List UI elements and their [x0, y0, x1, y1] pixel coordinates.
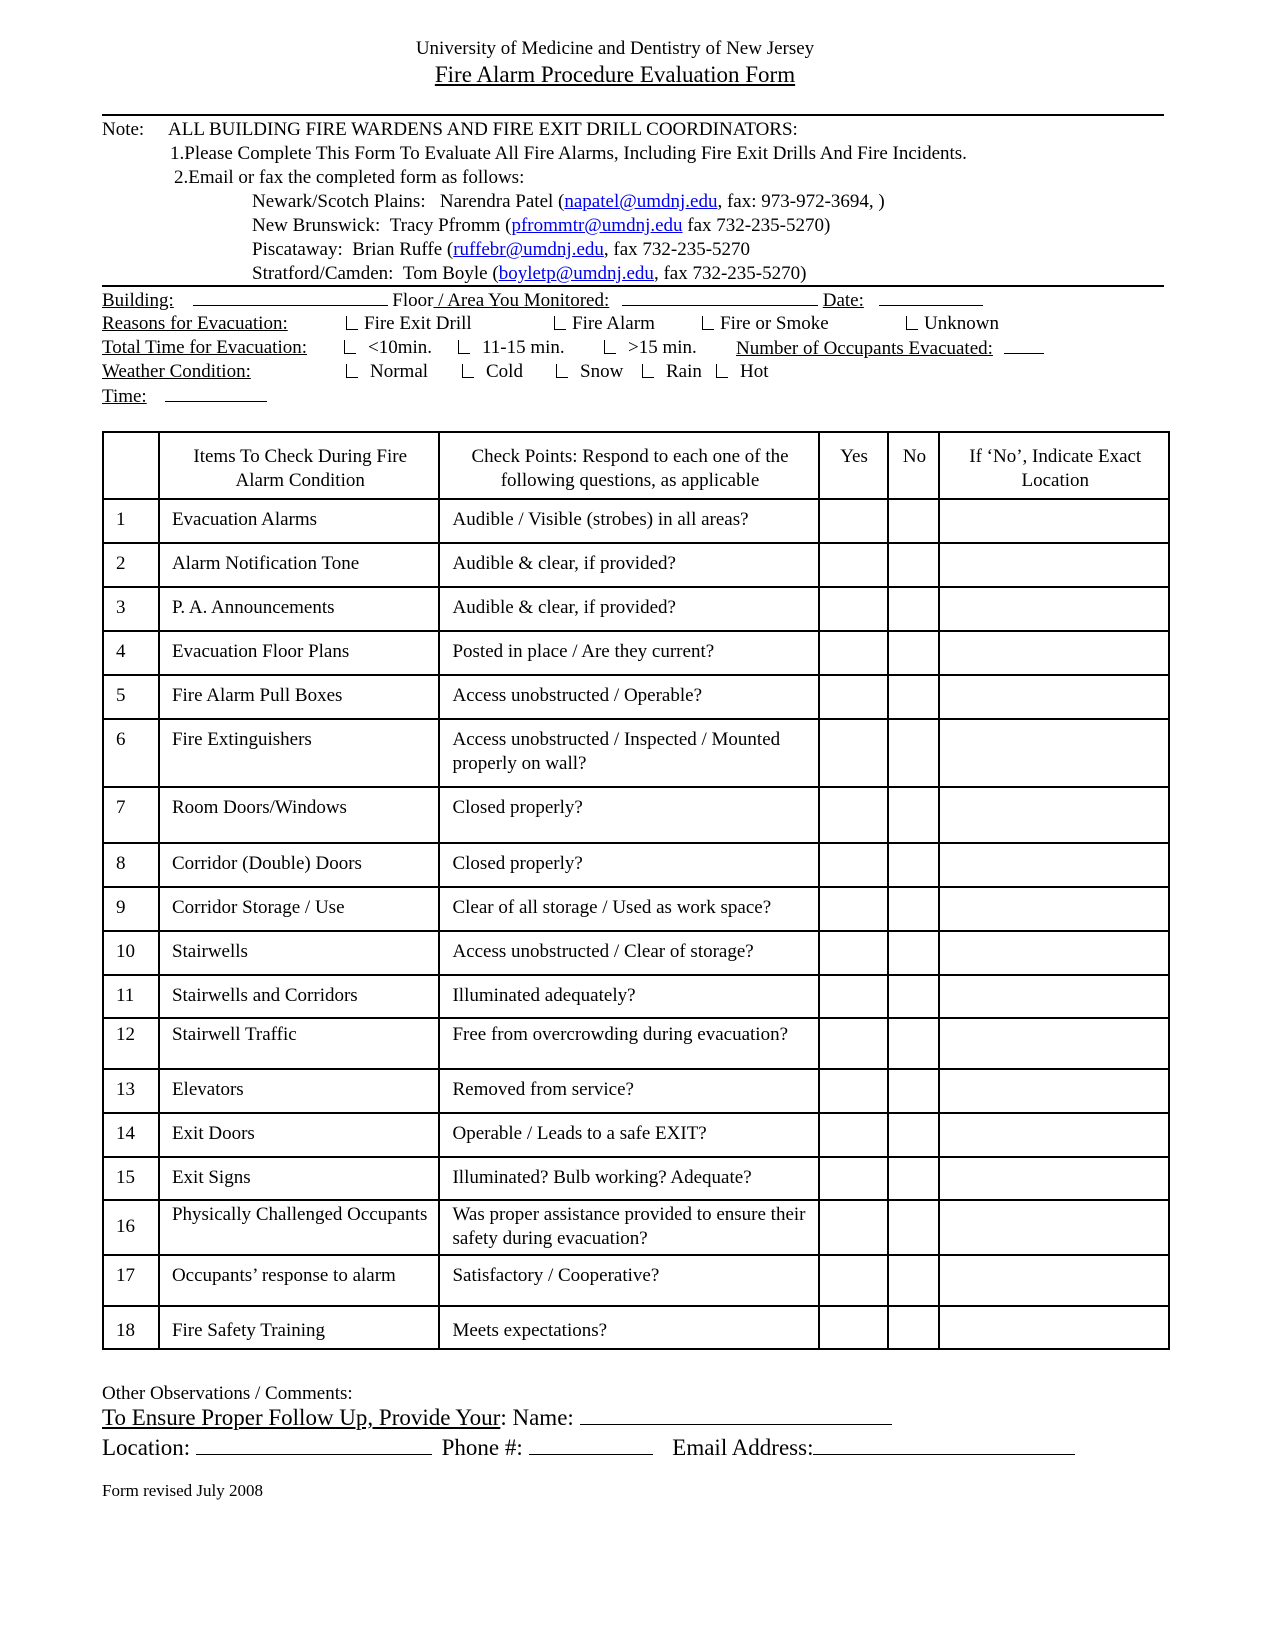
contact-name: Brian Ruffe ( — [352, 239, 454, 260]
header-check-points: Check Points: Respond to each one of the following questions, as applicable — [439, 432, 818, 499]
note-item-1: 1.Please Complete This Form To Evaluate All Fire Alarms, Including Fire Exit Drills And Fire Incidents. — [170, 143, 967, 164]
contact-name: Tom Boyle ( — [402, 263, 499, 284]
row-number: 11 — [103, 975, 159, 1018]
contact-fax: fax 732-235-5270) — [682, 215, 831, 236]
follow-up-label: To Ensure Proper Follow Up, Provide Your — [102, 1405, 501, 1430]
time-row — [102, 385, 267, 408]
row-number: 16 — [103, 1200, 159, 1255]
reason-label: Fire Exit Drill — [364, 313, 472, 334]
row-number: 10 — [103, 931, 159, 975]
location-cell[interactable] — [939, 1113, 1169, 1157]
location-cell[interactable] — [939, 631, 1169, 675]
row-item: Exit Doors — [159, 1113, 440, 1157]
table-header-row — [103, 432, 1169, 499]
table-row — [103, 931, 1169, 975]
no-cell[interactable] — [888, 1113, 940, 1157]
row-number: 9 — [103, 887, 159, 931]
contact-email-link[interactable]: pfrommtr@umdnj.edu — [511, 215, 683, 236]
contact-info-row — [102, 1435, 1075, 1461]
row-number: 8 — [103, 843, 159, 887]
email-label: Email Address: — [672, 1435, 814, 1460]
time-label: Time: — [102, 386, 147, 407]
location-input[interactable] — [196, 1435, 432, 1455]
contact-fax: , fax 732-235-5270) — [653, 263, 807, 284]
checkbox-icon[interactable] — [702, 316, 714, 330]
building-label: Building: — [102, 290, 174, 311]
date-label: Date: — [822, 290, 864, 311]
no-cell[interactable] — [888, 1200, 940, 1255]
row-item: Exit Signs — [159, 1157, 440, 1200]
row-number: 12 — [103, 1018, 159, 1069]
row-item: Stairwell Traffic — [159, 1018, 440, 1069]
contact-email-link[interactable]: boyletp@umdnj.edu — [498, 263, 654, 284]
checkbox-icon[interactable] — [716, 364, 728, 378]
note-heading: ALL BUILDING FIRE WARDENS AND FIRE EXIT DRILL COORDINATORS: — [168, 119, 798, 140]
yes-cell[interactable] — [819, 887, 888, 931]
row-check: Closed properly? — [439, 787, 818, 843]
location-cell[interactable] — [939, 1069, 1169, 1113]
weather-option-label: Snow — [580, 361, 624, 382]
row-check: Posted in place / Are they current? — [439, 631, 818, 675]
yes-cell[interactable] — [819, 587, 888, 631]
contact-piscataway — [252, 239, 750, 261]
institution-name: University of Medicine and Dentistry of New Jersey — [415, 38, 815, 59]
yes-cell[interactable] — [819, 975, 888, 1018]
weather-option-label: Rain — [666, 361, 702, 382]
row-number: 3 — [103, 587, 159, 631]
row-item: Room Doors/Windows — [159, 787, 440, 843]
row-item: P. A. Announcements — [159, 587, 440, 631]
name-input[interactable] — [580, 1405, 892, 1425]
header-yes: Yes — [819, 432, 888, 499]
table-row — [103, 787, 1169, 843]
yes-cell[interactable] — [819, 719, 888, 787]
row-number: 7 — [103, 787, 159, 843]
reasons-label: Reasons for Evacuation: — [102, 313, 288, 334]
weather-normal[interactable] — [346, 361, 428, 383]
row-item: Evacuation Floor Plans — [159, 631, 440, 675]
row-item: Stairwells and Corridors — [159, 975, 440, 1018]
row-check: Closed properly? — [439, 843, 818, 887]
contact-newark — [252, 191, 885, 213]
location-cell[interactable] — [939, 675, 1169, 719]
reason-fire-exit-drill[interactable] — [346, 313, 472, 335]
checklist-table — [102, 431, 1170, 1350]
time-option-label: >15 min. — [628, 337, 697, 358]
table-row — [103, 1200, 1169, 1255]
location-cell[interactable] — [939, 887, 1169, 931]
table-row — [103, 843, 1169, 887]
yes-cell[interactable] — [819, 1255, 888, 1306]
row-item: Fire Safety Training — [159, 1306, 440, 1349]
table-row — [103, 1255, 1169, 1306]
checkbox-icon[interactable] — [642, 364, 654, 378]
header-location: If ‘No’, Indicate Exact Location — [939, 432, 1169, 499]
location-cell[interactable] — [939, 543, 1169, 587]
occupants-row — [736, 337, 1044, 360]
yes-cell[interactable] — [819, 675, 888, 719]
table-row — [103, 499, 1169, 543]
row-item: Alarm Notification Tone — [159, 543, 440, 587]
location-cell[interactable] — [939, 499, 1169, 543]
no-cell[interactable] — [888, 1306, 940, 1349]
location-cell[interactable] — [939, 719, 1169, 787]
building-input[interactable] — [193, 289, 388, 306]
table-row — [103, 675, 1169, 719]
weather-cold[interactable] — [462, 361, 523, 383]
row-check: Audible & clear, if provided? — [439, 543, 818, 587]
date-input[interactable] — [879, 289, 983, 306]
row-check: Meets expectations? — [439, 1306, 818, 1349]
reason-label: Fire or Smoke — [720, 313, 829, 334]
location-cell[interactable] — [939, 843, 1169, 887]
row-item: Elevators — [159, 1069, 440, 1113]
row-number: 2 — [103, 543, 159, 587]
row-check: Audible & clear, if provided? — [439, 587, 818, 631]
reason-fire-or-smoke[interactable] — [702, 313, 829, 335]
weather-option-label: Cold — [486, 361, 523, 382]
row-check: Free from overcrowding during evacuation? — [439, 1018, 818, 1069]
contact-name: Narendra Patel ( — [439, 191, 565, 212]
yes-cell[interactable] — [819, 543, 888, 587]
observations-label: Other Observations / Comments: — [102, 1383, 353, 1404]
yes-cell[interactable] — [819, 787, 888, 843]
reason-label: Fire Alarm — [572, 313, 655, 334]
contact-site: New Brunswick: — [252, 215, 381, 236]
mid-rule — [102, 285, 1164, 287]
row-number: 1 — [103, 499, 159, 543]
row-item: Stairwells — [159, 931, 440, 975]
total-time-label: Total Time for Evacuation: — [102, 337, 308, 358]
contact-site: Newark/Scotch Plains: — [252, 191, 426, 212]
row-number: 14 — [103, 1113, 159, 1157]
table-row — [103, 587, 1169, 631]
revision-note: Form revised July 2008 — [102, 1481, 264, 1500]
row-item: Fire Alarm Pull Boxes — [159, 675, 440, 719]
yes-cell[interactable] — [819, 631, 888, 675]
header-items: Items To Check During Fire Alarm Condition — [159, 432, 440, 499]
row-number: 15 — [103, 1157, 159, 1200]
checkbox-icon[interactable] — [556, 364, 568, 378]
row-check: Illuminated adequately? — [439, 975, 818, 1018]
floor-label: / Area You Monitored: — [433, 290, 610, 311]
table-row — [103, 1069, 1169, 1113]
row-check: Clear of all storage / Used as work space? — [439, 887, 818, 931]
floor-input[interactable] — [622, 289, 818, 306]
note-label: Note: — [102, 119, 145, 140]
contact-site: Piscataway: — [252, 239, 343, 260]
row-item: Physically Challenged Occupants — [159, 1200, 440, 1255]
floor-prefix: Floor — [392, 290, 434, 311]
yes-cell[interactable] — [819, 1069, 888, 1113]
reason-unknown[interactable] — [906, 313, 999, 335]
location-cell[interactable] — [939, 1157, 1169, 1200]
contact-new-brunswick — [252, 215, 830, 237]
yes-cell[interactable] — [819, 931, 888, 975]
yes-cell[interactable] — [819, 1306, 888, 1349]
no-cell[interactable] — [888, 787, 940, 843]
no-cell[interactable] — [888, 499, 940, 543]
row-number: 13 — [103, 1069, 159, 1113]
row-check: Removed from service? — [439, 1069, 818, 1113]
time-input[interactable] — [165, 385, 267, 402]
checkbox-icon[interactable] — [458, 340, 470, 354]
row-item: Occupants’ response to alarm — [159, 1255, 440, 1306]
time-11-15[interactable] — [458, 337, 565, 359]
row-number: 6 — [103, 719, 159, 787]
row-check: Operable / Leads to a safe EXIT? — [439, 1113, 818, 1157]
checkbox-icon[interactable] — [346, 316, 358, 330]
yes-cell[interactable] — [819, 843, 888, 887]
location-cell[interactable] — [939, 1255, 1169, 1306]
row-check: Access unobstructed / Clear of storage? — [439, 931, 818, 975]
yes-cell[interactable] — [819, 1018, 888, 1069]
form-title: Fire Alarm Procedure Evaluation Form — [434, 62, 796, 87]
row-check: Illuminated? Bulb working? Adequate? — [439, 1157, 818, 1200]
no-cell[interactable] — [888, 587, 940, 631]
header-no: No — [888, 432, 940, 499]
time-under-10[interactable] — [344, 337, 432, 359]
table-row — [103, 631, 1169, 675]
row-item: Corridor (Double) Doors — [159, 843, 440, 887]
no-cell[interactable] — [888, 843, 940, 887]
building-row — [102, 289, 983, 312]
time-over-15[interactable] — [604, 337, 697, 359]
yes-cell[interactable] — [819, 499, 888, 543]
time-option-label: <10min. — [368, 337, 433, 358]
row-number: 4 — [103, 631, 159, 675]
contact-stratford — [252, 263, 806, 285]
row-number: 18 — [103, 1306, 159, 1349]
row-check: Audible / Visible (strobes) in all areas? — [439, 499, 818, 543]
note-item-2: 2.Email or fax the completed form as follows: — [174, 167, 525, 188]
checkbox-icon[interactable] — [344, 340, 356, 354]
row-item: Fire Extinguishers — [159, 719, 440, 787]
yes-cell[interactable] — [819, 1200, 888, 1255]
contact-email-link[interactable]: ruffebr@umdnj.edu — [453, 239, 604, 260]
no-cell[interactable] — [888, 1157, 940, 1200]
table-row — [103, 719, 1169, 787]
no-cell[interactable] — [888, 1018, 940, 1069]
location-cell[interactable] — [939, 975, 1169, 1018]
top-rule — [102, 114, 1164, 116]
weather-option-label: Normal — [370, 361, 429, 382]
row-check: Access unobstructed / Operable? — [439, 675, 818, 719]
table-row — [103, 975, 1169, 1018]
checkbox-icon[interactable] — [604, 340, 616, 354]
table-row — [103, 887, 1169, 931]
yes-cell[interactable] — [819, 1157, 888, 1200]
phone-input[interactable] — [529, 1435, 653, 1455]
no-cell[interactable] — [888, 719, 940, 787]
location-cell[interactable] — [939, 931, 1169, 975]
no-cell[interactable] — [888, 975, 940, 1018]
row-number: 5 — [103, 675, 159, 719]
name-label: : Name: — [500, 1405, 580, 1430]
row-check: Access unobstructed / Inspected / Mounted properly on wall? — [439, 719, 818, 787]
contact-email-link[interactable]: napatel@umdnj.edu — [564, 191, 718, 212]
table-row — [103, 543, 1169, 587]
table-row — [103, 1306, 1169, 1349]
checkbox-icon[interactable] — [906, 316, 918, 330]
time-option-label: 11-15 min. — [482, 337, 565, 358]
occupants-input[interactable] — [1004, 337, 1044, 354]
no-cell[interactable] — [888, 543, 940, 587]
location-cell[interactable] — [939, 587, 1169, 631]
follow-up-row — [102, 1405, 892, 1431]
table-row — [103, 1113, 1169, 1157]
header-number — [103, 432, 159, 499]
contact-name: Tracy Pfromm ( — [389, 215, 512, 236]
no-cell[interactable] — [888, 675, 940, 719]
row-check: Satisfactory / Cooperative? — [439, 1255, 818, 1306]
weather-label: Weather Condition: — [102, 361, 251, 382]
checkbox-icon[interactable] — [462, 364, 474, 378]
occupants-label: Number of Occupants Evacuated: — [736, 338, 993, 359]
location-cell[interactable] — [939, 1018, 1169, 1069]
table-row — [103, 1018, 1169, 1069]
email-input[interactable] — [813, 1435, 1075, 1455]
location-cell[interactable] — [939, 1200, 1169, 1255]
phone-label: Phone #: — [441, 1435, 529, 1460]
location-cell[interactable] — [939, 787, 1169, 843]
contact-site: Stratford/Camden: — [252, 263, 394, 284]
weather-rain[interactable] — [642, 361, 702, 383]
checkbox-icon[interactable] — [554, 316, 566, 330]
row-item: Corridor Storage / Use — [159, 887, 440, 931]
no-cell[interactable] — [888, 1255, 940, 1306]
contact-fax: , fax 732-235-5270 — [603, 239, 751, 260]
row-check: Was proper assistance provided to ensure their safety during evacuation? — [439, 1200, 818, 1255]
no-cell[interactable] — [888, 1069, 940, 1113]
row-item: Evacuation Alarms — [159, 499, 440, 543]
no-cell[interactable] — [888, 931, 940, 975]
contact-fax: , fax: 973-972-3694, ) — [717, 191, 885, 212]
reason-label: Unknown — [924, 313, 999, 334]
weather-snow[interactable] — [556, 361, 623, 383]
weather-option-label: Hot — [740, 361, 769, 382]
location-label: Location: — [102, 1435, 196, 1460]
no-cell[interactable] — [888, 631, 940, 675]
location-cell[interactable] — [939, 1306, 1169, 1349]
table-row — [103, 1157, 1169, 1200]
no-cell[interactable] — [888, 887, 940, 931]
reason-fire-alarm[interactable] — [554, 313, 655, 335]
checkbox-icon[interactable] — [346, 364, 358, 378]
weather-hot[interactable] — [716, 361, 769, 383]
yes-cell[interactable] — [819, 1113, 888, 1157]
row-number: 17 — [103, 1255, 159, 1306]
